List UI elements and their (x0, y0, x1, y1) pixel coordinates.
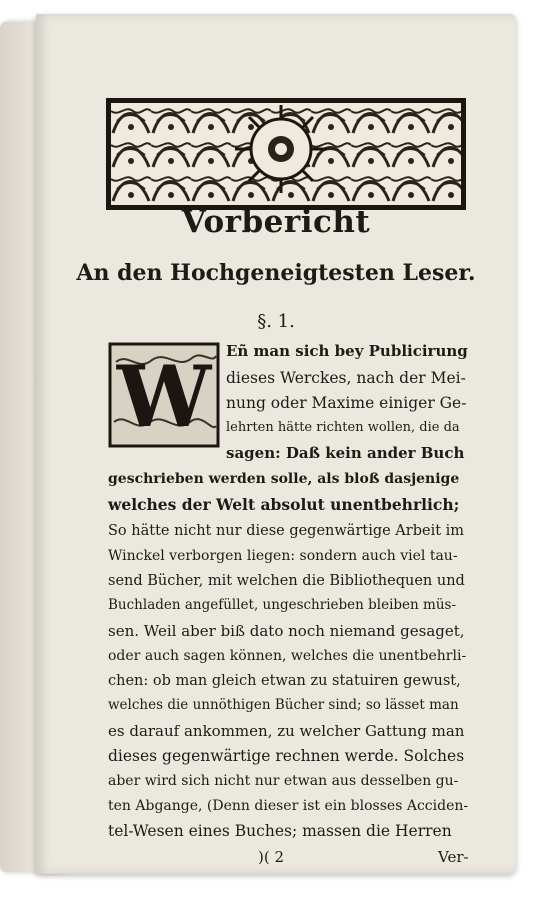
text-line: So hätte nicht nur diese gegenwärtige Arbeit im (108, 523, 465, 539)
text-line: oder auch sagen können, welches die unentbehrli- (108, 648, 467, 664)
text-line: Buchladen angefüllet, ungeschrieben bleiben müs- (108, 597, 457, 613)
page-title: Vorbericht (181, 204, 371, 240)
floral-headpiece-ornament (106, 98, 466, 210)
text-line: ten Abgange, (Denn dieser ist ein blosses Acciden- (108, 798, 469, 814)
text-line: welches der Welt absolut unentbehrlich; (108, 495, 460, 514)
page-subtitle: An den Hochgeneigtesten Leser. (76, 260, 476, 286)
text-line: sen. Weil aber biß dato noch niemand gesaget, (108, 622, 465, 640)
text-line: tel-Wesen eines Buches; massen die Herren (108, 822, 452, 840)
text-line: nung oder Maxime einiger Ge- (226, 394, 467, 412)
text-line: sagen: Daß kein ander Buch (226, 444, 465, 462)
signature-mark: )( 2 (258, 848, 285, 866)
text-line: Winckel verborgen liegen: sondern auch viel tau- (108, 548, 458, 564)
text-line: send Bücher, mit welchen die Bibliothequen und (108, 573, 465, 589)
text-line: Eñ man sich bey Publicirung (226, 342, 468, 360)
decorated-initial-letter (108, 342, 220, 448)
catchword: Ver- (438, 848, 469, 866)
text-line: dieses Werckes, nach der Mei- (226, 369, 466, 387)
section-number: §. 1. (257, 311, 295, 332)
initial-letter-glyph: W (116, 347, 212, 446)
text-line: welches die unnöthigen Bücher sind; so lässet man (108, 697, 459, 713)
text-line: es darauf ankommen, zu welcher Gattung man (108, 722, 465, 740)
book-page (36, 14, 516, 874)
text-line: aber wird sich nicht nur etwan aus desselben gu- (108, 773, 459, 789)
text-line: dieses gegenwärtige rechnen werde. Solches (108, 747, 465, 765)
text-line: lehrten hätte richten wollen, die da (226, 420, 460, 435)
text-line: chen: ob man gleich etwan zu statuiren gewust, (108, 673, 461, 689)
text-line: geschrieben werden solle, als bloß dasjenige (108, 471, 460, 487)
